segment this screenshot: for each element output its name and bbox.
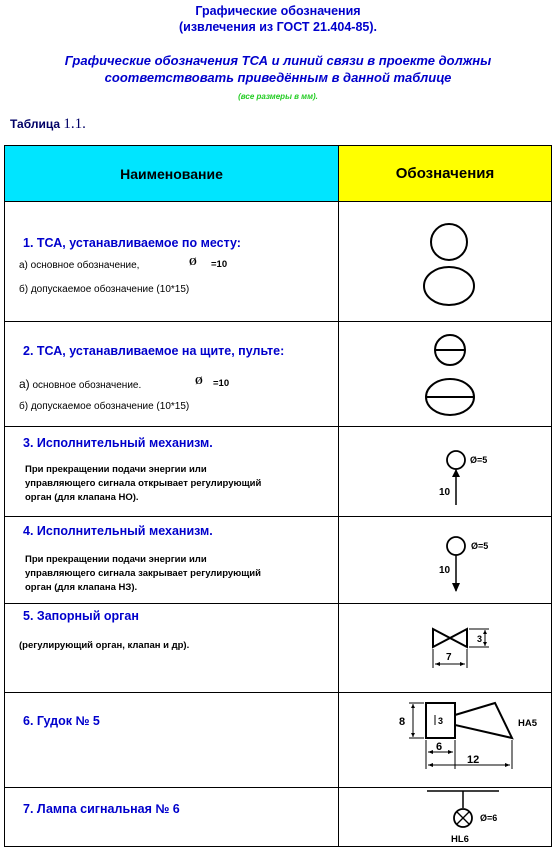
table-row bbox=[5, 517, 551, 604]
row-line-b: б) допускаемое обозначение (10*15) bbox=[19, 401, 190, 412]
local-instrument-symbol bbox=[339, 202, 551, 322]
actuator-diameter-label: Ø=5 bbox=[471, 541, 489, 551]
ellipse-alt-icon bbox=[424, 267, 474, 305]
horn-total-width-label: 12 bbox=[467, 754, 480, 766]
horn-bell-icon bbox=[455, 703, 512, 738]
page-subtitle-line1: Графические обозначения ТСА и линий связи в проекте должны bbox=[64, 53, 492, 68]
row-line-a-dimension: =10 bbox=[211, 259, 228, 270]
row-line-a-dimension: =10 bbox=[213, 378, 230, 389]
row-title: 6. Гудок № 5 bbox=[23, 714, 100, 728]
row-line-a-prefix: а) bbox=[19, 377, 30, 391]
table-row bbox=[5, 604, 551, 693]
row-title: 1. ТСА, устанавливаемое по месту: bbox=[23, 236, 241, 250]
row-symbol-cell bbox=[339, 788, 551, 846]
row-name-cell bbox=[5, 604, 339, 692]
column-header-symbol: Обозначения bbox=[339, 146, 551, 202]
actuator-diameter-label: Ø=5 bbox=[470, 455, 488, 465]
arrow-down-icon bbox=[452, 583, 460, 592]
row-name-cell bbox=[5, 788, 339, 846]
horn-inner-label: 3 bbox=[438, 716, 444, 726]
row-description-line1: При прекращении подачи энергии или bbox=[25, 464, 207, 475]
row-symbol-cell bbox=[339, 693, 551, 787]
actuator-length-label: 10 bbox=[439, 565, 451, 576]
row-name-cell bbox=[5, 693, 339, 787]
row-symbol-cell bbox=[339, 202, 551, 321]
horn-height-label: 8 bbox=[399, 716, 406, 728]
row-name-cell bbox=[5, 202, 339, 321]
column-header-name: Наименование bbox=[5, 146, 339, 202]
table-row bbox=[5, 788, 551, 846]
row-title: 2. ТСА, устанавливаемое на щите, пульте: bbox=[23, 344, 285, 358]
row-description-line2: управляющего сигнала открывает регулирующий bbox=[25, 478, 262, 489]
table-label bbox=[10, 116, 86, 133]
row-description-line3: орган (для клапана НО). bbox=[25, 492, 139, 503]
valve-right-triangle-icon bbox=[450, 629, 467, 647]
signal-lamp-symbol bbox=[339, 788, 551, 846]
valve-width-label: 7 bbox=[446, 652, 452, 663]
row-symbol-cell bbox=[339, 427, 551, 516]
circle-main-icon bbox=[431, 224, 467, 260]
actuator-open-symbol bbox=[339, 427, 551, 517]
row-line-a bbox=[19, 377, 141, 391]
actuator-circle-icon bbox=[447, 451, 465, 469]
page-title-source: (извлечения из ГОСТ 21.404-85). bbox=[179, 20, 377, 34]
table-row bbox=[5, 427, 551, 517]
actuator-length-label: 10 bbox=[439, 487, 451, 498]
horn-body-width-label: 6 bbox=[436, 741, 443, 753]
valve-height-label: 3 bbox=[477, 634, 483, 644]
horn-symbol bbox=[339, 693, 551, 788]
table-label-number: 1.1. bbox=[63, 116, 86, 132]
shutoff-valve-symbol bbox=[339, 604, 551, 693]
row-title: 3. Исполнительный механизм. bbox=[23, 436, 213, 450]
units-note: (все размеры в мм). bbox=[238, 92, 318, 101]
row-name-cell bbox=[5, 427, 339, 516]
row-name-cell bbox=[5, 517, 339, 603]
row-symbol-cell bbox=[339, 517, 551, 603]
diameter-symbol: Ø bbox=[189, 257, 197, 268]
page-subtitle-line2: соответствовать приведённым в данной таблице bbox=[104, 70, 452, 85]
row-line-b: б) допускаемое обозначение (10*15) bbox=[19, 284, 190, 295]
row-name-cell bbox=[5, 322, 339, 426]
diameter-symbol: Ø bbox=[195, 376, 203, 387]
panel-instrument-symbol bbox=[339, 322, 551, 427]
row-symbol-cell bbox=[339, 322, 551, 426]
row-line-a: а) основное обозначение, bbox=[19, 260, 140, 271]
table-label-prefix: Таблица bbox=[10, 117, 61, 131]
row-title: 4. Исполнительный механизм. bbox=[23, 524, 213, 538]
lamp-diameter-label: Ø=6 bbox=[480, 813, 498, 823]
horn-code-label: НА5 bbox=[518, 718, 538, 729]
symbols-table bbox=[4, 145, 552, 847]
row-line-a-text: основное обозначение. bbox=[32, 380, 142, 391]
actuator-circle-icon bbox=[447, 537, 465, 555]
valve-left-triangle-icon bbox=[433, 629, 450, 647]
row-description-line1: (регулирующий орган, клапан и др). bbox=[19, 640, 190, 651]
row-symbol-cell bbox=[339, 604, 551, 692]
row-description-line2: управляющего сигнала закрывает регулирующий bbox=[25, 568, 261, 579]
row-description-line3: орган (для клапана НЗ). bbox=[25, 582, 138, 593]
table-row bbox=[5, 202, 551, 322]
row-title: 5. Запорный орган bbox=[23, 609, 139, 623]
arrow-up-icon bbox=[452, 469, 460, 477]
page-title: Графические обозначения bbox=[195, 4, 361, 18]
row-description-line1: При прекращении подачи энергии или bbox=[25, 554, 207, 565]
actuator-close-symbol bbox=[339, 517, 551, 604]
table-row bbox=[5, 322, 551, 427]
row-title: 7. Лампа сигнальная № 6 bbox=[23, 802, 180, 816]
table-row bbox=[5, 693, 551, 788]
lamp-code-label: HL6 bbox=[451, 834, 469, 845]
